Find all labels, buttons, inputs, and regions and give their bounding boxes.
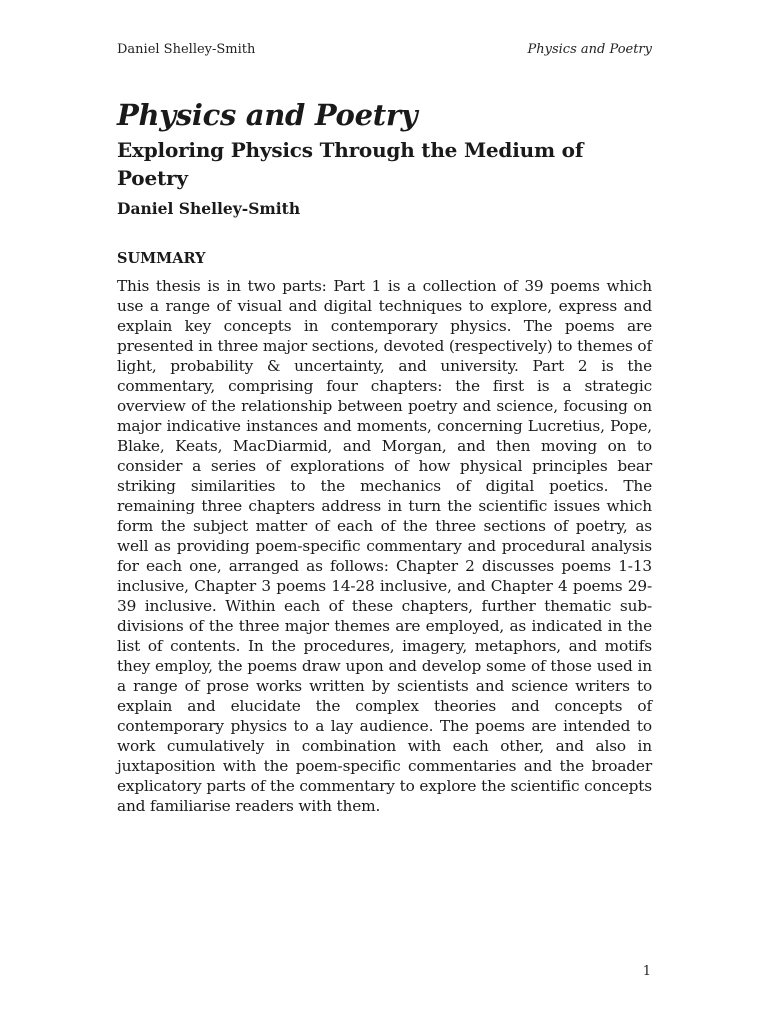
page-number: 1: [642, 964, 651, 979]
document-title: Physics and Poetry: [117, 98, 418, 132]
title-block: [117, 96, 652, 222]
running-header: [117, 42, 652, 57]
header-author: Daniel Shelley-Smith: [117, 42, 256, 57]
summary-heading: SUMMARY: [117, 250, 206, 267]
document-author: Daniel Shelley-Smith: [117, 199, 301, 218]
summary-section: [117, 248, 652, 816]
document-subtitle: Exploring Physics Through the Medium of Poetry: [117, 138, 584, 190]
summary-body: This thesis is in two parts: Part 1 is a collection of 39 poems which use a range of visual and digital techniques to explore, express and explain key concepts in contemporary physics. The poems are presented in three major sections, devoted (respectively) to themes of light, probability & uncertainty, and university. Part 2 is the commentary, comprising four chapters: the first is a strategic overview of the relationship between poetry and science, focusing on major indicative instances and moments, concerning Lucretius, Pope, Blake, Keats, MacDiarmid, and Morgan, and then moving on to consider a series of explorations of how physical principles bear striking similarities to the mechanics of digital poetics. The remaining three chapters address in turn the scientific issues which form the subject matter of each of the three sections of poetry, as well as providing poem-specific commentary and procedural analysis for each one, arranged as follows: Chapter 2 discusses poems 1-13 inclusive, Chapter 3 poems 14-28 inclusive, and Chapter 4 poems 29-39 inclusive. Within each of these chapters, further thematic sub-divisions of the three major themes are employed, as indicated in the list of contents. In the procedures, imagery, metaphors, and motifs they employ, the poems draw upon and develop some of those used in a range of prose works written by scientists and science writers to explain and elucidate the complex theories and concepts of contemporary physics to a lay audience. The poems are intended to work cumulatively in combination with each other, and also in juxtaposition with the poem-specific commentaries and the broader explicatory parts of the commentary to explore the scientific concepts and familiarise readers with them.: [117, 277, 652, 815]
header-title: Physics and Poetry: [527, 42, 652, 57]
